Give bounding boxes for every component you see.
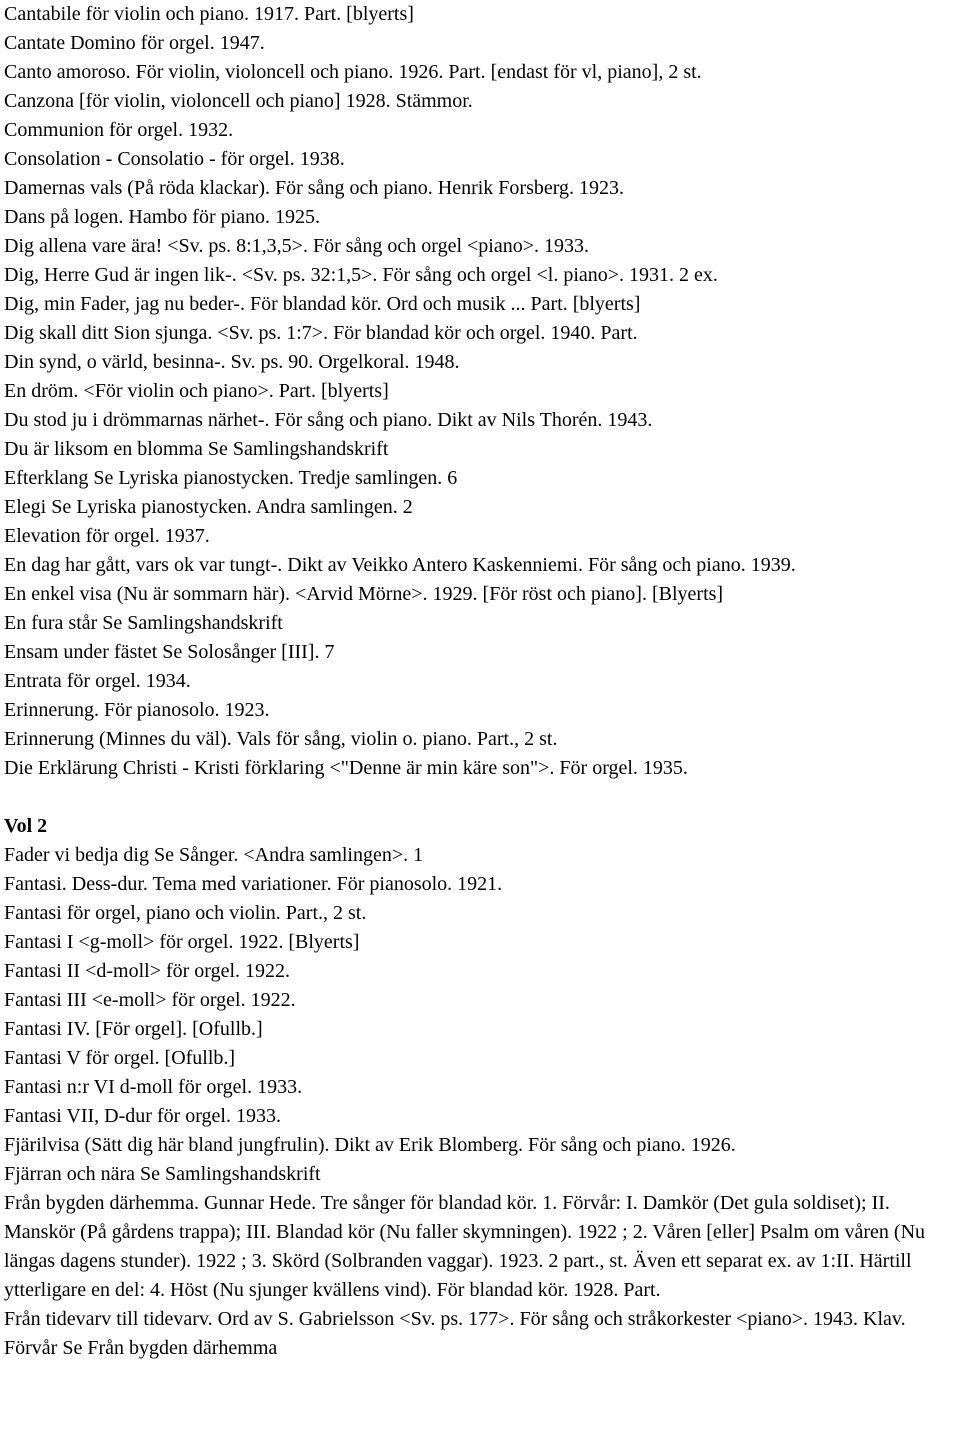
list-item: Fantasi n:r VI d-moll för orgel. 1933. xyxy=(4,1076,303,1098)
section-gap xyxy=(4,783,956,812)
section-heading: Vol 2 xyxy=(4,815,48,837)
list-item: Fantasi för orgel, piano och violin. Part., 2 st. xyxy=(4,902,367,924)
list-item: Fjärilvisa (Sätt dig här bland jungfrulin). Dikt av Erik Blomberg. För sång och piano. 1926. xyxy=(4,1134,736,1156)
list-item: Fantasi II <d-moll> för orgel. 1922. xyxy=(4,960,291,982)
list-item: En enkel visa (Nu är sommarn här). <Arvid Mörne>. 1929. [För röst och piano]. [Blyerts] xyxy=(4,583,724,605)
list-item: Du stod ju i drömmarnas närhet-. För sång och piano. Dikt av Nils Thorén. 1943. xyxy=(4,409,653,431)
list-item: Fantasi III <e-moll> för orgel. 1922. xyxy=(4,989,296,1011)
list-item: Canto amoroso. För violin, violoncell och piano. 1926. Part. [endast för vl, piano], 2 st. xyxy=(4,61,702,83)
vol1-list xyxy=(4,0,956,783)
list-item: Consolation - Consolatio - för orgel. 1938. xyxy=(4,148,345,170)
list-item: Dig allena vare ära! <Sv. ps. 8:1,3,5>. För sång och orgel <piano>. 1933. xyxy=(4,235,589,257)
list-item: Damernas vals (På röda klackar). För sång och piano. Henrik Forsberg. 1923. xyxy=(4,177,625,199)
list-item: Ensam under fästet Se Solosånger [III]. 7 xyxy=(4,641,335,663)
list-item: Fjärran och nära Se Samlingshandskrift xyxy=(4,1163,321,1185)
list-item: Cantabile för violin och piano. 1917. Part. [blyerts] xyxy=(4,3,414,25)
vol2-list xyxy=(4,841,956,1363)
list-item: Fantasi I <g-moll> för orgel. 1922. [Blyerts] xyxy=(4,931,360,953)
list-item: Communion för orgel. 1932. xyxy=(4,119,234,141)
list-item: En dröm. <För violin och piano>. Part. [blyerts] xyxy=(4,380,389,402)
list-item: Fantasi IV. [För orgel]. [Ofullb.] xyxy=(4,1018,263,1040)
list-item: Dans på logen. Hambo för piano. 1925. xyxy=(4,206,321,228)
list-item: Dig, min Fader, jag nu beder-. För blandad kör. Ord och musik ... Part. [blyerts] xyxy=(4,293,641,315)
list-item: Elevation för orgel. 1937. xyxy=(4,525,210,547)
list-item: Din synd, o värld, besinna-. Sv. ps. 90. Orgelkoral. 1948. xyxy=(4,351,460,373)
list-item: Fantasi. Dess-dur. Tema med variationer. För pianosolo. 1921. xyxy=(4,873,503,895)
list-item: Die Erklärung Christi - Kristi förklaring <"Denne är min käre son">. För orgel. 1935. xyxy=(4,757,688,779)
list-item: Dig, Herre Gud är ingen lik-. <Sv. ps. 32:1,5>. För sång och orgel <l. piano>. 1931. 2 ex. xyxy=(4,264,718,286)
list-item: Erinnerung. För pianosolo. 1923. xyxy=(4,699,270,721)
list-item: Efterklang Se Lyriska pianostycken. Tredje samlingen. 6 xyxy=(4,467,458,489)
list-item: Fantasi VII, D-dur för orgel. 1933. xyxy=(4,1105,281,1127)
document-page xyxy=(4,0,956,1363)
list-item: Entrata för orgel. 1934. xyxy=(4,670,191,692)
list-item: Fader vi bedja dig Se Sånger. <Andra samlingen>. 1 xyxy=(4,844,424,866)
list-item: Från tidevarv till tidevarv. Ord av S. Gabrielsson <Sv. ps. 177>. För sång och stråkorkester <piano>. 1943. Klav. xyxy=(4,1308,906,1330)
list-item: En fura står Se Samlingshandskrift xyxy=(4,612,283,634)
list-item: En dag har gått, vars ok var tungt-. Dikt av Veikko Antero Kaskenniemi. För sång och piano. 1939. xyxy=(4,554,796,576)
list-item: Cantate Domino för orgel. 1947. xyxy=(4,32,265,54)
list-item: Från bygden därhemma. Gunnar Hede. Tre sånger för blandad kör. 1. Förvår: I. Damkör (Det gula soldiset); II. Manskör (På gårdens trappa); III. Blandad kör (Nu faller skymningen). 1922 ; 2. Våren [eller] Psalm om våren (Nu längas dagens stunder). 1922 ; 3. Skörd (Solbranden vaggar). 1923. 2 part., st. Även ett separat ex. av 1:II. Härtill ytterligare en del: 4. Höst (Nu sjunger kvällens vind). För blandad kör. 1928. Part. xyxy=(4,1192,926,1301)
list-item: Erinnerung (Minnes du väl). Vals för sång, violin o. piano. Part., 2 st. xyxy=(4,728,558,750)
list-item: Fantasi V för orgel. [Ofullb.] xyxy=(4,1047,236,1069)
list-item: Canzona [för violin, violoncell och piano] 1928. Stämmor. xyxy=(4,90,473,112)
list-item: Förvår Se Från bygden därhemma xyxy=(4,1337,278,1359)
list-item: Dig skall ditt Sion sjunga. <Sv. ps. 1:7>. För blandad kör och orgel. 1940. Part. xyxy=(4,322,638,344)
list-item: Du är liksom en blomma Se Samlingshandskrift xyxy=(4,438,389,460)
list-item: Elegi Se Lyriska pianostycken. Andra samlingen. 2 xyxy=(4,496,413,518)
